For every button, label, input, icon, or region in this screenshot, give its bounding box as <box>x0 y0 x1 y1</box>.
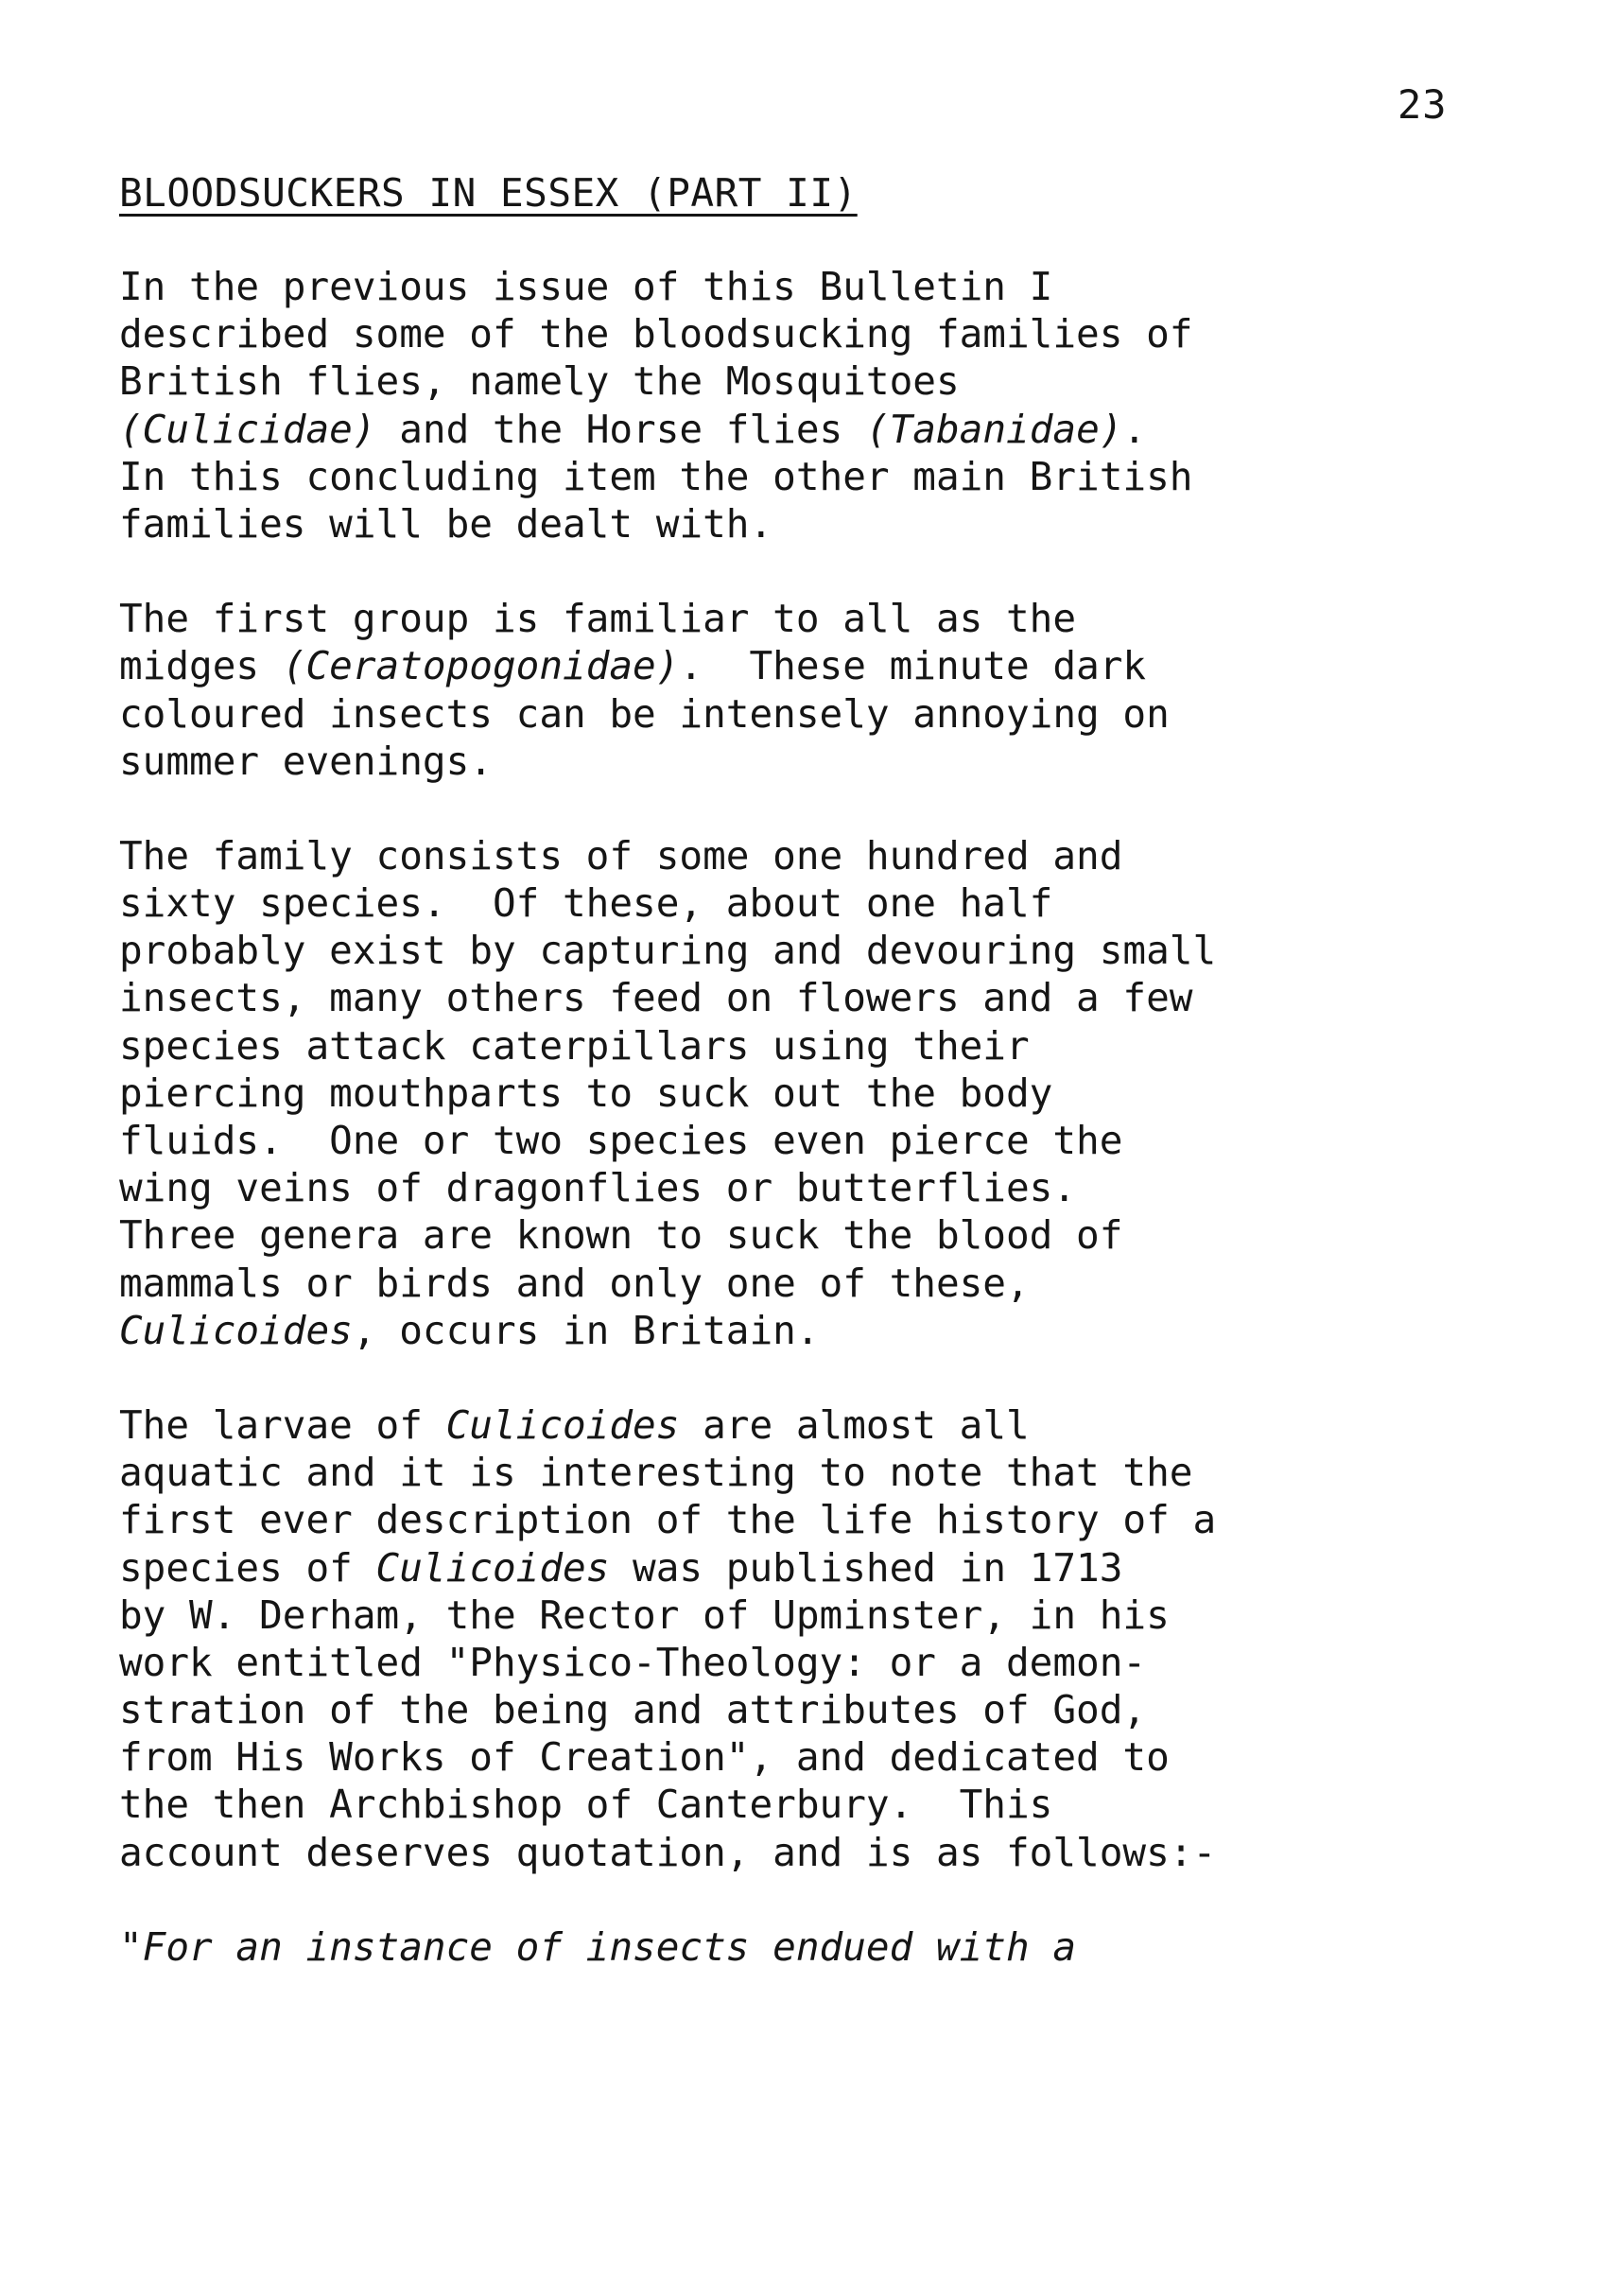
italic-term: (Ceratopogonidae) <box>282 643 680 689</box>
text-segment: the then Archbishop of Canterbury. This <box>119 1782 1053 1828</box>
text-segment: are almost all <box>679 1401 1030 1448</box>
text-segment: species of <box>119 1544 376 1591</box>
text-segment: probably exist by capturing and devouring small <box>119 928 1217 974</box>
text-line <box>119 1923 1462 1971</box>
italic-term: Culicoides <box>119 1307 353 1353</box>
text-segment: species attack caterpillars using their <box>119 1022 1030 1069</box>
text-segment: wing veins of dragonflies or butterflies. <box>119 1165 1077 1211</box>
text-line <box>119 927 1462 974</box>
paragraph <box>119 263 1462 548</box>
text-segment: stration of the being and attributes of God, <box>119 1687 1147 1733</box>
text-segment: first ever description of the life history of a <box>119 1497 1217 1543</box>
italic-term: (Culicidae) <box>119 406 376 452</box>
text-line <box>119 1496 1462 1543</box>
text-segment: coloured insects can be intensely annoying on <box>119 690 1170 737</box>
text-segment: , occurs in Britain. <box>352 1307 820 1353</box>
text-segment: work entitled "Physico-Theology: or a demon- <box>119 1639 1147 1685</box>
text-line <box>119 406 1462 453</box>
text-line <box>119 1639 1462 1686</box>
text-line <box>119 263 1462 310</box>
text-segment: and the Horse flies <box>375 406 866 452</box>
text-line <box>119 642 1462 689</box>
text-segment: mammals or birds and only one of these, <box>119 1260 1030 1306</box>
italic-term: Culicoides <box>445 1401 680 1448</box>
italic-term: Culicoides <box>375 1544 610 1591</box>
text-line <box>119 1401 1462 1449</box>
text-line <box>119 690 1462 738</box>
text-segment: In the previous issue of this Bulletin I <box>119 264 1053 309</box>
text-line <box>119 1592 1462 1639</box>
text-line <box>119 1733 1462 1781</box>
text-segment: by W. Derham, the Rector of Upminster, in his <box>119 1592 1170 1638</box>
text-segment: insects, many others feed on flowers and a few <box>119 975 1193 1021</box>
text-segment: sixty species. Of these, about one half <box>119 880 1053 927</box>
text-segment: families will be dealt with. <box>119 500 773 547</box>
page-number: 23 <box>1397 81 1448 128</box>
text-line <box>119 1117 1462 1164</box>
text-segment: described some of the bloodsucking families of <box>119 311 1193 357</box>
text-line <box>119 453 1462 500</box>
text-segment: summer evenings. <box>119 738 493 784</box>
paragraph <box>119 595 1462 785</box>
text-segment: midges <box>119 643 283 689</box>
italic-term: "For an instance of insects endued with a <box>119 1923 1077 1970</box>
text-segment: fluids. One or two species even pierce the <box>119 1118 1123 1163</box>
text-segment: piercing mouthparts to suck out the body <box>119 1070 1053 1116</box>
text-segment: was published in 1713 <box>609 1544 1123 1591</box>
paragraph <box>119 1923 1462 1971</box>
text-segment: Three genera are known to suck the blood of <box>119 1212 1123 1259</box>
text-segment: from His Works of Creation", and dedicated to <box>119 1734 1170 1781</box>
text-segment: The first group is familiar to all as the <box>119 596 1077 642</box>
text-line <box>119 738 1462 785</box>
text-line <box>119 1544 1462 1592</box>
text-line <box>119 1307 1462 1354</box>
text-line <box>119 1022 1462 1070</box>
article-body <box>119 263 1462 2018</box>
text-line <box>119 1260 1462 1307</box>
text-segment: account deserves quotation, and is as follows:- <box>119 1829 1217 1875</box>
text-line <box>119 974 1462 1021</box>
text-line <box>119 1686 1462 1733</box>
text-line <box>119 879 1462 927</box>
text-segment: . These minute dark <box>679 643 1147 689</box>
text-segment: In this concluding item the other main British <box>119 453 1193 499</box>
text-line <box>119 357 1462 405</box>
text-segment: aquatic and it is interesting to note that the <box>119 1450 1193 1496</box>
text-line <box>119 500 1462 548</box>
text-line <box>119 1211 1462 1259</box>
paragraph <box>119 1401 1462 1876</box>
text-line <box>119 1449 1462 1496</box>
text-line <box>119 1164 1462 1211</box>
text-line <box>119 1070 1462 1117</box>
text-segment: British flies, namely the Mosquitoes <box>119 358 960 405</box>
text-line <box>119 310 1462 357</box>
italic-term: (Tabanidae) <box>865 406 1123 452</box>
text-line <box>119 832 1462 879</box>
paragraph <box>119 832 1462 1354</box>
text-segment: . <box>1122 406 1147 452</box>
text-segment: The larvae of <box>119 1401 446 1448</box>
text-line <box>119 1829 1462 1876</box>
text-segment: The family consists of some one hundred and <box>119 832 1123 878</box>
article-title: BLOODSUCKERS IN ESSEX (PART II) <box>119 170 858 216</box>
text-line <box>119 595 1462 642</box>
text-line <box>119 1781 1462 1828</box>
